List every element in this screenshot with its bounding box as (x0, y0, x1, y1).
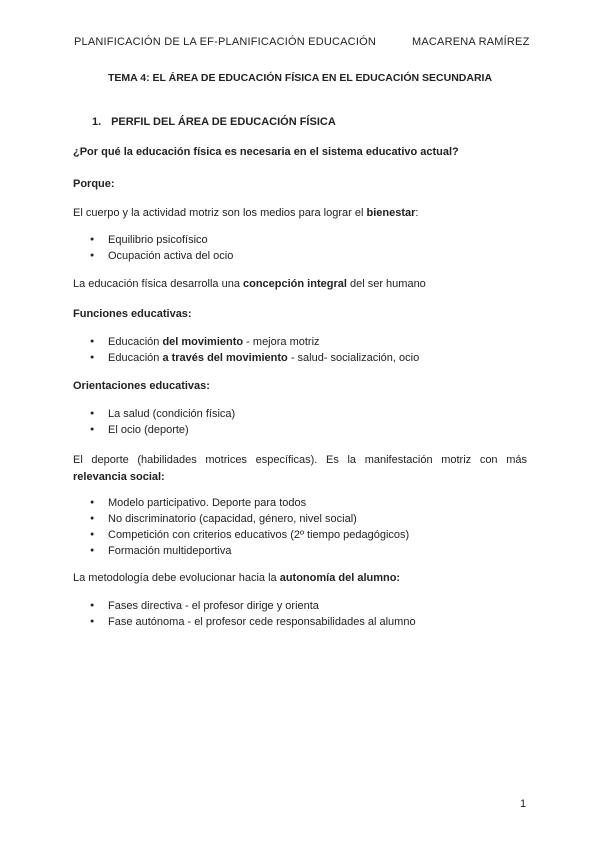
item-text: Educación (108, 352, 163, 364)
p3-line1: El deporte (habilidades motrices específicas). Es la manifestación motriz con más (73, 454, 527, 466)
list-item (90, 350, 419, 366)
p2-text: La educación física desarrolla una (73, 278, 243, 290)
p4-bold: autonomía del alumno: (279, 572, 401, 584)
funciones-heading: Funciones educativas: (73, 308, 192, 320)
p1-text: El cuerpo y la actividad motriz son los medios para lograr el (73, 207, 367, 219)
paragraph-deporte (73, 452, 527, 486)
list-item: ● Modelo participativo. Deporte para todos (90, 495, 409, 511)
orientaciones-heading: Orientaciones educativas: (73, 380, 210, 392)
item-text: Educación (108, 336, 163, 348)
p3-bold: relevancia social: (73, 471, 165, 483)
list-item: ● La salud (condición física) (90, 406, 235, 422)
page-number: 1 (520, 798, 527, 810)
list-item: ● Ocupación activa del ocio (90, 248, 233, 264)
item-post: - mejora motriz (243, 336, 320, 348)
list-item: ● El ocio (deporte) (90, 422, 235, 438)
list-funciones (90, 334, 419, 366)
item-post: - salud- socialización, ocio (287, 352, 420, 364)
header-left: PLANIFICACIÓN DE LA EF-PLANIFICACIÓN EDUCACIÓN (74, 36, 376, 48)
list-item (90, 334, 419, 350)
paragraph-bienestar (73, 207, 418, 219)
paragraph-concepcion (73, 278, 426, 290)
section-title: PERFIL DEL ÁREA DE EDUCACIÓN FÍSICA (111, 116, 336, 128)
p4-text: La metodología debe evolucionar hacia la (73, 572, 280, 584)
question-heading: ¿Por qué la educación física es necesaria en el sistema educativo actual? (73, 146, 459, 158)
p1-post: : (415, 207, 419, 219)
item-bold: a través del movimiento (162, 352, 288, 364)
list-item: ● Formación multideportiva (90, 543, 409, 559)
document-title: TEMA 4: EL ÁREA DE EDUCACIÓN FÍSICA EN EL EDUCACIÓN SECUNDARIA (107, 72, 493, 84)
p1-bold: bienestar (366, 207, 416, 219)
list-item: ● Fases directiva - el profesor dirige y orienta (90, 598, 416, 614)
paragraph-metodologia (73, 572, 400, 584)
section-number: 1. (92, 116, 102, 128)
header-right: MACARENA RAMÍREZ (412, 36, 530, 48)
list-item: ● No discriminatorio (capacidad, género, nivel social) (90, 511, 409, 527)
list-item: ● Competición con criterios educativos (2º tiempo pedagógicos) (90, 527, 409, 543)
list-bienestar (90, 232, 233, 264)
list-metodologia (90, 598, 416, 630)
list-deporte (90, 495, 409, 559)
item-bold: del movimiento (162, 336, 244, 348)
porque-heading: Porque: (73, 178, 115, 190)
section-heading (92, 116, 336, 128)
list-item: ● Equilibrio psicofísico (90, 232, 233, 248)
list-orientaciones (90, 406, 235, 438)
p2-post: del ser humano (346, 278, 426, 290)
list-item: ● Fase autónoma - el profesor cede responsabilidades al alumno (90, 614, 416, 630)
p2-bold: concepción integral (243, 278, 347, 290)
